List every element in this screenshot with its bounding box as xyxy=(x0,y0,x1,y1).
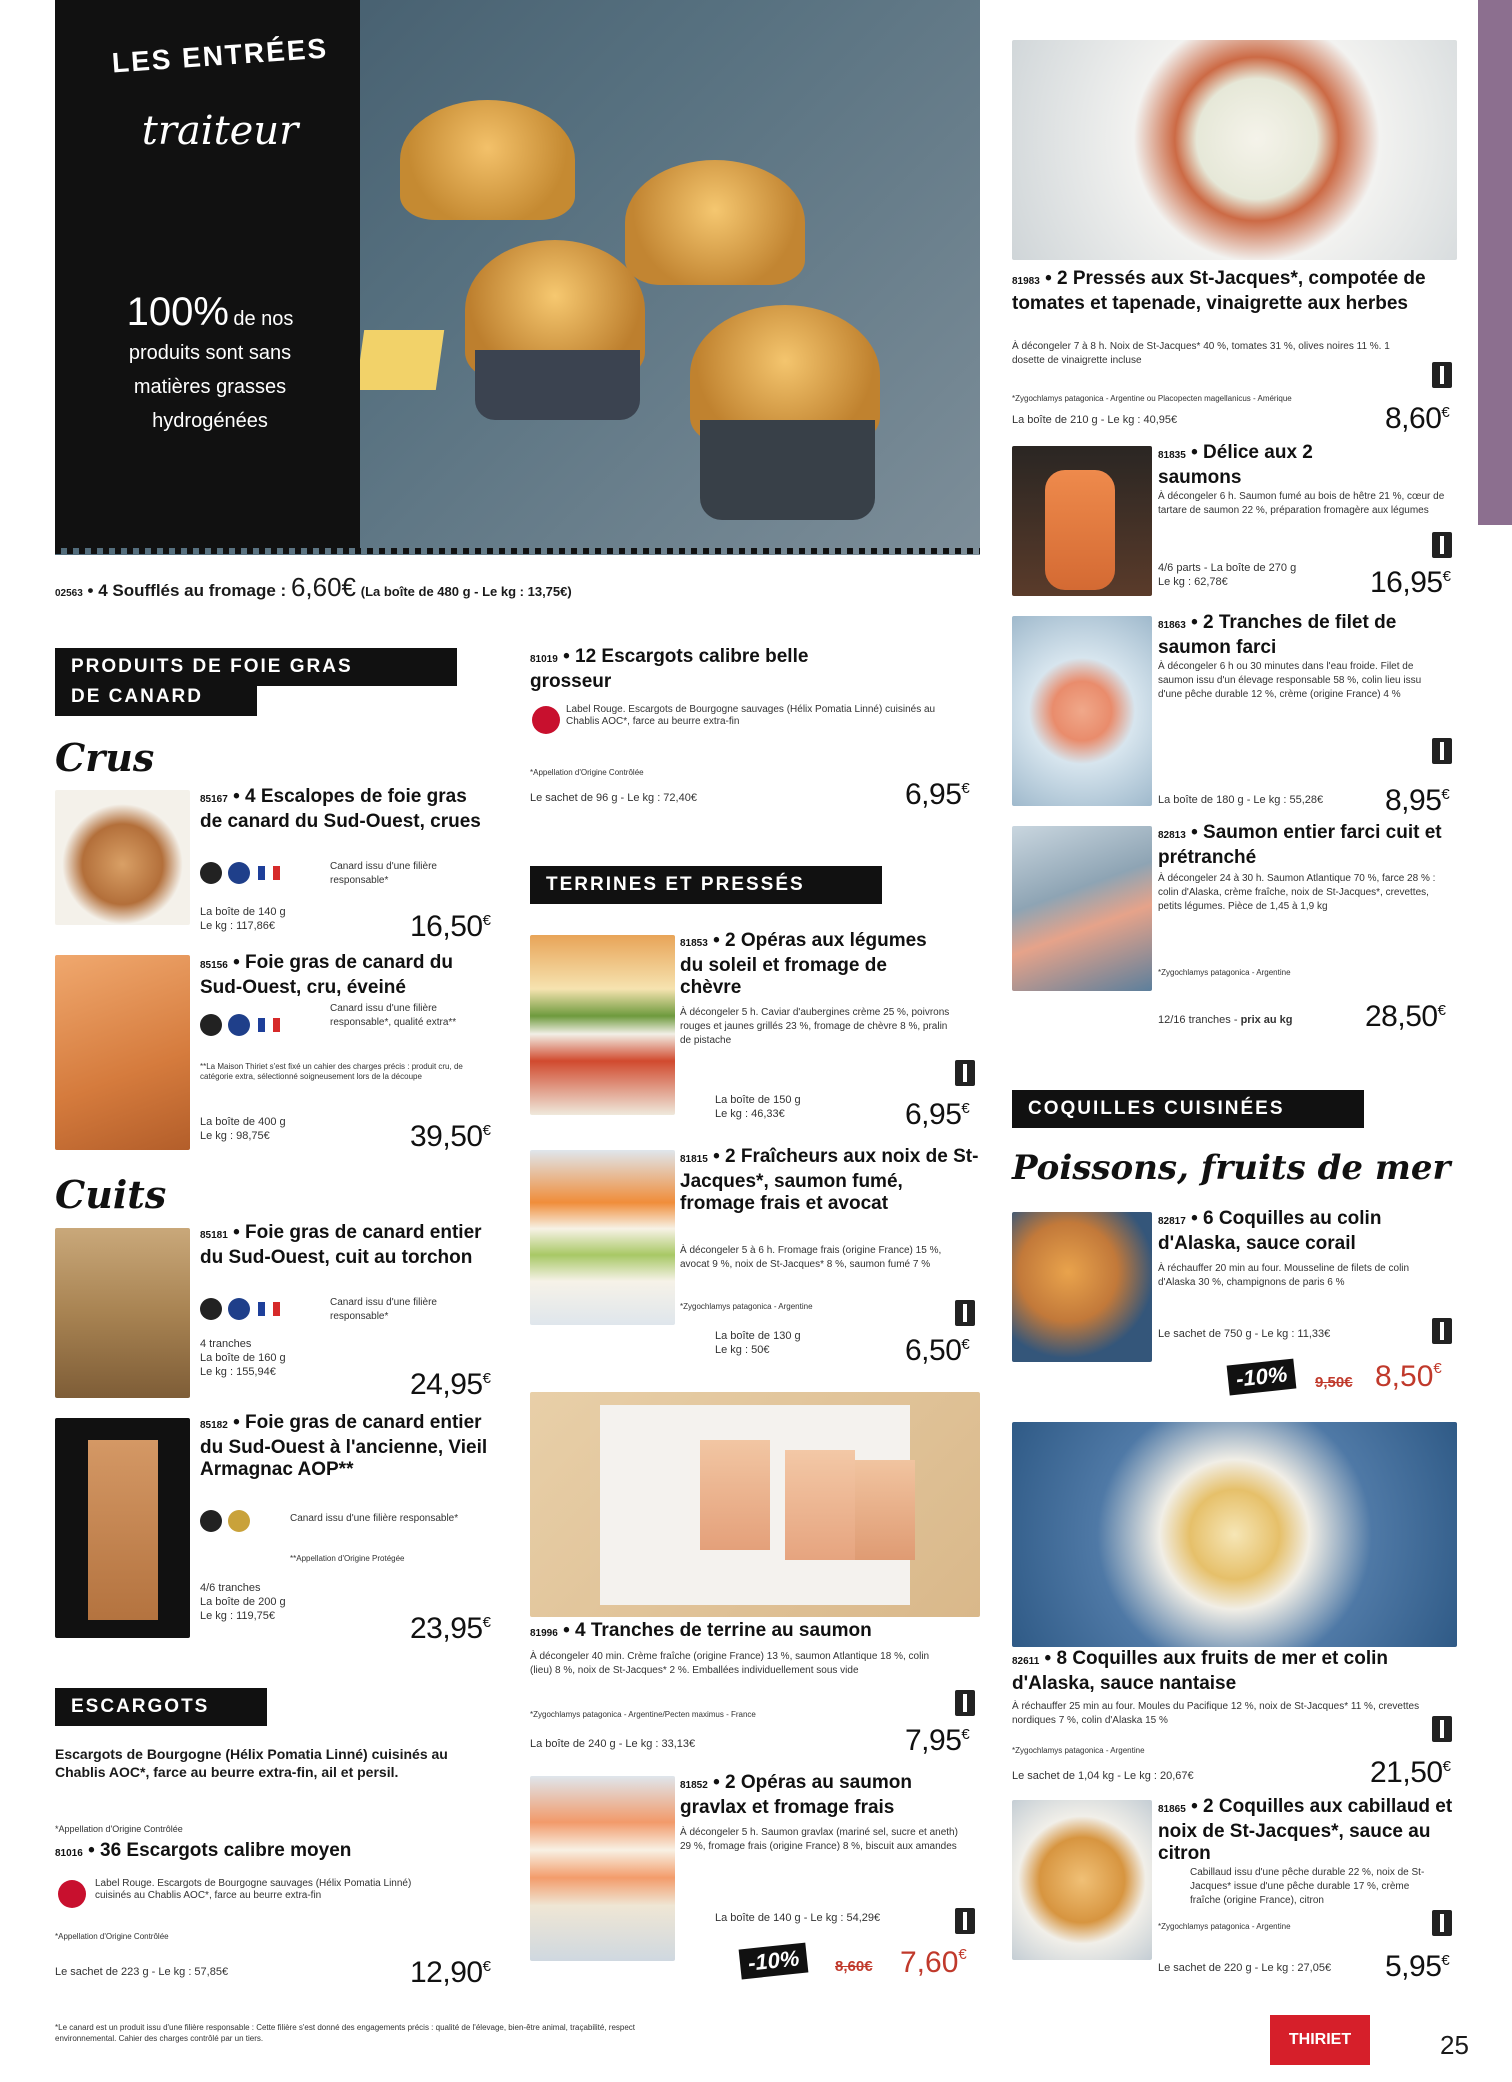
product-meta-unit: prix au kg xyxy=(1240,1014,1293,1026)
product-name: • 8 Coquilles aux fruits de mer et colin d'Alaska, sauce nantaise xyxy=(1012,1648,1389,1694)
section-foie-gras-2 xyxy=(55,686,257,716)
product-title-81815 xyxy=(680,1146,980,1215)
product-meta: 4 tranches xyxy=(200,1338,252,1350)
product-name: • 2 Fraîcheurs aux noix de St-Jacques*, saumon fumé, fromage frais et avocat xyxy=(680,1146,979,1214)
product-image-81852 xyxy=(530,1776,675,1961)
section-terrines xyxy=(530,866,882,904)
product-ref: 81996 xyxy=(530,1628,558,1639)
product-title-81996 xyxy=(530,1620,990,1645)
section-coquilles-label: COQUILLES CUISINÉES xyxy=(1028,1098,1285,1119)
crus-label: Crus xyxy=(55,735,155,780)
price-currency: € xyxy=(1442,1758,1451,1775)
price-value: 8,50 xyxy=(1375,1360,1434,1393)
fork-icon xyxy=(1432,738,1452,764)
fork-icon xyxy=(1432,1910,1452,1936)
duck-icon xyxy=(200,862,222,884)
section-terrines-label: TERRINES ET PRESSÉS xyxy=(546,874,805,895)
product-ref: 82813 xyxy=(1158,830,1186,841)
price-value: 23,95 xyxy=(410,1612,483,1645)
product-meta: 4/6 tranches xyxy=(200,1582,261,1594)
product-ref: 81863 xyxy=(1158,620,1186,631)
product-price xyxy=(905,1098,969,1132)
label-rouge-icon xyxy=(58,1880,86,1908)
product-ref: 85181 xyxy=(200,1230,228,1241)
product-meta: Le kg : 98,75€ xyxy=(200,1130,270,1142)
product-title-82611 xyxy=(1012,1648,1452,1695)
product-title-81853 xyxy=(680,930,950,999)
product-title-81019 xyxy=(530,646,840,693)
product-meta: Le kg : 155,94€ xyxy=(200,1366,276,1378)
product-meta: La boîte de 150 g xyxy=(715,1094,801,1106)
product-meta: La boîte de 400 g xyxy=(200,1116,286,1128)
product-ref: 81865 xyxy=(1158,1804,1186,1815)
duck-icon xyxy=(200,1014,222,1036)
product-image-81853 xyxy=(530,935,675,1115)
hero-black-panel xyxy=(55,0,360,548)
product-name: • Délice aux 2 saumons xyxy=(1158,442,1313,488)
product-price xyxy=(1370,566,1450,600)
product-title-85167 xyxy=(200,786,490,833)
quality-label-icon xyxy=(228,862,250,884)
product-title-81863 xyxy=(1158,612,1458,659)
fork-icon xyxy=(1432,1318,1452,1344)
product-note: *Zygochlamys patagonica - Argentine xyxy=(1158,1922,1291,1931)
price-currency: € xyxy=(482,1958,491,1975)
product-meta: La boîte de 140 g xyxy=(200,906,286,918)
quality-label-icon xyxy=(228,1298,250,1320)
product-image-82611 xyxy=(1012,1422,1457,1647)
product-note: **Appellation d'Origine Protégée xyxy=(290,1554,405,1563)
product-image-85181 xyxy=(55,1228,190,1398)
ramekin xyxy=(700,420,875,520)
product-price xyxy=(1370,1756,1450,1790)
promo-badge: -10% xyxy=(1227,1359,1297,1396)
french-flag-icon xyxy=(258,1302,280,1316)
product-desc: Cabillaud issu d'une pêche durable 22 %, noix de St-Jacques* issue d'une pêche durable 17 %, crème fraîche (origine France), citron xyxy=(1190,1867,1425,1906)
side-tab xyxy=(1478,0,1512,525)
product-title-81852 xyxy=(680,1772,970,1819)
product-note: *Zygochlamys patagonica - Argentine ou Placopecten magellanicus - Amérique xyxy=(1012,394,1292,403)
product-image-81865 xyxy=(1012,1800,1152,1960)
souffle-image xyxy=(625,160,805,285)
french-flag-icon xyxy=(258,1018,280,1032)
brand-name: THIRIET xyxy=(1288,2031,1352,2048)
price-currency: € xyxy=(1437,1002,1446,1019)
section-foie-gras-line2: DE CANARD xyxy=(71,686,203,707)
price-value: 24,95 xyxy=(410,1368,483,1401)
escargots-intro-note: *Appellation d'Origine Contrôlée xyxy=(55,1824,183,1834)
price-currency: € xyxy=(1442,568,1451,585)
hero-claim-big: 100% xyxy=(126,290,229,334)
fork-icon xyxy=(1432,362,1452,388)
product-ref: 85182 xyxy=(200,1420,228,1431)
section-escargots xyxy=(55,1688,267,1726)
product-meta: La boîte de 140 g - Le kg : 54,29€ xyxy=(715,1912,881,1924)
product-name: • 2 Tranches de filet de saumon farci xyxy=(1158,612,1397,658)
price-currency: € xyxy=(1441,404,1450,421)
wavy-divider xyxy=(55,548,980,554)
ramekin xyxy=(475,350,640,420)
product-price xyxy=(1385,784,1449,818)
duck-icon xyxy=(200,1298,222,1320)
product-note: *Zygochlamys patagonica - Argentine/Pecten maximus - France xyxy=(530,1710,756,1719)
product-name: • 2 Pressés aux St-Jacques*, compotée de tomates et tapenade, vinaigrette aux herbes xyxy=(1012,268,1426,314)
product-desc: À décongeler 6 h ou 30 minutes dans l'eau froide. Filet de saumon issu d'un élevage responsable 58 %, colin lieu issu d'une pêche durable 12 %, crème (origine France) 4 % xyxy=(1158,661,1422,700)
product-image-81863 xyxy=(1012,616,1152,806)
product-name: • Foie gras de canard du Sud-Ouest, cru, éveiné xyxy=(200,952,454,998)
section-foie-gras xyxy=(55,648,457,686)
product-image-82813 xyxy=(1012,826,1152,991)
product-meta: Le sachet de 750 g - Le kg : 11,33€ xyxy=(1158,1328,1331,1340)
hero-caption-detail: (La boîte de 480 g - Le kg : 13,75€) xyxy=(360,584,572,599)
price-currency: € xyxy=(961,1100,970,1117)
product-meta: La boîte de 160 g xyxy=(200,1352,286,1364)
product-title-81865 xyxy=(1158,1796,1458,1865)
product-badge-text: Canard issu d'une filière responsable*, qualité extra** xyxy=(330,1003,457,1028)
fork-icon xyxy=(955,1908,975,1934)
fork-icon xyxy=(955,1060,975,1086)
product-title-81983 xyxy=(1012,268,1452,315)
product-image-85156 xyxy=(55,955,190,1150)
product-price xyxy=(1365,1000,1445,1034)
product-note: *Appellation d'Origine Contrôlée xyxy=(530,768,644,777)
product-ref: 81852 xyxy=(680,1780,708,1791)
product-badge-text: Canard issu d'une filière responsable* xyxy=(330,1297,437,1322)
product-name: • Foie gras de canard entier du Sud-Ouest à l'ancienne, Vieil Armagnac AOP** xyxy=(200,1412,488,1480)
footer-note: *Le canard est un produit issu d'une filière responsable : Cette filière s'est donné des engagements précis : qualité de l'élevage, bien-être animal, traçabilité, respect environnemental. Cahier des charges contrôlé par un tiers. xyxy=(55,2023,636,2043)
product-badge-text: Canard issu d'une filière responsable* xyxy=(290,1513,459,1524)
escargots-intro: Escargots de Bourgogne (Hélix Pomatia Linné) cuisinés au Chablis AOC*, farce au beurre extra-fin, ail et persil. xyxy=(55,1746,448,1780)
fork-icon xyxy=(1432,1716,1452,1742)
product-meta: Le kg : 50€ xyxy=(715,1344,770,1356)
product-name: • Saumon entier farci cuit et prétranché xyxy=(1158,822,1442,868)
quality-label-icon xyxy=(228,1014,250,1036)
price-value: 28,50 xyxy=(1365,1000,1438,1033)
product-note: *Appellation d'Origine Contrôlée xyxy=(55,1932,169,1941)
product-title-85181 xyxy=(200,1222,490,1269)
product-price xyxy=(410,1120,490,1154)
price-value: 39,50 xyxy=(410,1120,483,1153)
product-title-85182 xyxy=(200,1412,490,1481)
price-currency: € xyxy=(482,1370,491,1387)
product-note: *Zygochlamys patagonica - Argentine xyxy=(1012,1746,1145,1755)
price-currency: € xyxy=(958,1946,967,1963)
product-desc: À décongeler 5 h. Saumon gravlax (mariné sel, sucre et aneth) 29 %, fromage frais (origine France) 8 %, biscuit aux amandes xyxy=(680,1827,958,1852)
product-meta: La boîte de 240 g - Le kg : 33,13€ xyxy=(530,1738,696,1750)
product-price xyxy=(905,1724,969,1758)
price-currency: € xyxy=(482,1614,491,1631)
product-note: *Zygochlamys patagonica - Argentine xyxy=(680,1302,813,1311)
product-meta: La boîte de 180 g - Le kg : 55,28€ xyxy=(1158,794,1324,806)
product-desc: À réchauffer 25 min au four. Moules du Pacifique 12 %, noix de St-Jacques* 11 %, crevettes nordiques 7 %, colin d'Alaska 15 % xyxy=(1012,1701,1420,1726)
price-value: 16,50 xyxy=(410,910,483,943)
product-ref: 81835 xyxy=(1158,450,1186,461)
brand-logo xyxy=(1270,2015,1370,2065)
product-desc: À décongeler 6 h. Saumon fumé au bois de hêtre 21 %, cœur de tartare de saumon 22 %, préparation fromagère aux légumes xyxy=(1158,491,1445,516)
fork-icon xyxy=(1432,532,1452,558)
product-price xyxy=(1385,1950,1449,1984)
product-title-82817 xyxy=(1158,1208,1458,1255)
price-currency: € xyxy=(482,912,491,929)
product-ref: 81019 xyxy=(530,654,558,665)
section-foie-gras-line1: PRODUITS DE FOIE GRAS xyxy=(71,656,353,677)
product-meta: Le sachet de 220 g - Le kg : 27,05€ xyxy=(1158,1962,1332,1974)
price-currency: € xyxy=(1441,786,1450,803)
price-currency: € xyxy=(1433,1360,1442,1377)
product-image-85167 xyxy=(55,790,190,925)
product-desc: À réchauffer 20 min au four. Mousseline de filets de colin d'Alaska 30 %, champignons de paris 6 % xyxy=(1158,1263,1410,1288)
product-ref: 81016 xyxy=(55,1848,83,1859)
product-name: • 6 Coquilles au colin d'Alaska, sauce corail xyxy=(1158,1208,1382,1254)
terrine-slice-image xyxy=(855,1460,915,1560)
product-meta-count: 12/16 tranches xyxy=(1158,1014,1231,1026)
hero-caption-price: 6,60€ xyxy=(290,572,357,602)
product-badge-text: Canard issu d'une filière responsable* xyxy=(330,861,437,886)
product-note: *Zygochlamys patagonica - Argentine xyxy=(1158,968,1291,977)
price-currency: € xyxy=(1441,1952,1450,1969)
product-meta: Le sachet de 223 g - Le kg : 57,85€ xyxy=(55,1966,229,1978)
product-title-81835 xyxy=(1158,442,1348,489)
product-meta: Le kg : 62,78€ xyxy=(1158,576,1228,588)
price-value: 16,95 xyxy=(1370,566,1443,599)
hero-claim-2: matières grasses xyxy=(133,376,287,398)
price-value: 6,50 xyxy=(905,1334,962,1367)
product-price xyxy=(905,1334,969,1368)
price-value: 21,50 xyxy=(1370,1756,1443,1789)
souffle-image xyxy=(400,100,575,220)
page-number: 25 xyxy=(1440,2030,1469,2060)
product-price xyxy=(410,1368,490,1402)
product-ref: 85167 xyxy=(200,794,228,805)
product-title-85156 xyxy=(200,952,490,999)
section-coquilles xyxy=(1012,1090,1364,1128)
product-ref: 81853 xyxy=(680,938,708,949)
fork-icon xyxy=(955,1300,975,1326)
product-desc: À décongeler 5 h. Caviar d'aubergines crème 25 %, poivrons rouges et jaunes grillés 23 %, fromage de chèvre 8 %, pralin de pistache xyxy=(680,1007,950,1046)
price-value: 8,60 xyxy=(1385,402,1442,435)
product-ref: 81815 xyxy=(680,1154,708,1165)
product-name: • 4 Tranches de terrine au saumon xyxy=(563,1620,872,1641)
price-currency: € xyxy=(961,780,970,797)
product-meta: La boîte de 200 g xyxy=(200,1596,286,1608)
torchon-image xyxy=(88,1440,158,1620)
duck-icon xyxy=(200,1510,222,1532)
product-ref: 82817 xyxy=(1158,1216,1186,1227)
product-meta: Le sachet de 96 g - Le kg : 72,40€ xyxy=(530,792,697,804)
product-meta: Le kg : 119,75€ xyxy=(200,1610,276,1622)
product-meta: 4/6 parts - La boîte de 270 g xyxy=(1158,562,1297,574)
terrine-slice-image xyxy=(700,1440,770,1550)
price-value: 8,95 xyxy=(1385,784,1442,817)
product-ref: 81983 xyxy=(1012,276,1040,287)
terrine-slice-image xyxy=(785,1450,855,1560)
product-badge-text: Label Rouge. Escargots de Bourgogne sauvages (Hélix Pomatia Linné) cuisinés au Chablis AOC*, farce au beurre extra-fin xyxy=(95,1878,412,1901)
product-desc: À décongeler 40 min. Crème fraîche (origine France) 13 %, saumon Atlantique 18 %, colin (lieu) 8 %, noix de St-Jacques* 2 %. Emballées individuellement sous vide xyxy=(530,1651,930,1676)
price-value: 6,95 xyxy=(905,778,962,811)
product-title-81016 xyxy=(55,1840,485,1865)
price-value: 6,95 xyxy=(905,1098,962,1131)
product-image-82817 xyxy=(1012,1212,1152,1362)
promo-price xyxy=(1375,1360,1442,1394)
product-price xyxy=(1385,402,1449,436)
cheese-image xyxy=(356,330,444,390)
product-name: • 4 Escalopes de foie gras de canard du Sud-Ouest, crues xyxy=(200,786,481,832)
coquilles-script: Poissons, fruits de mer xyxy=(1012,1148,1451,1188)
hero-claim-line xyxy=(90,290,330,335)
product-desc: À décongeler 7 à 8 h. Noix de St-Jacques* 40 %, tomates 31 %, olives noires 11 %. 1 dosette de vinaigrette incluse xyxy=(1012,341,1390,366)
product-name: • 2 Opéras au saumon gravlax et fromage frais xyxy=(680,1772,912,1818)
product-price xyxy=(905,778,969,812)
fork-icon xyxy=(955,1690,975,1716)
aop-label-icon xyxy=(228,1510,250,1532)
old-price: 8,60€ xyxy=(835,1958,873,1975)
product-image-81983 xyxy=(1012,40,1457,260)
section-escargots-label: ESCARGOTS xyxy=(71,1696,210,1717)
promo-price xyxy=(900,1946,967,1980)
delice-image xyxy=(1045,470,1115,590)
hero-caption xyxy=(55,572,955,603)
price-currency: € xyxy=(482,1122,491,1139)
product-desc: À décongeler 24 à 30 h. Saumon Atlantique 70 %, farce 28 % : colin d'Alaska, crème fraîche, noix de St-Jacques*, crevettes, petits légumes. Pièce de 1,45 à 1,9 kg xyxy=(1158,873,1436,912)
hero-claim-1: produits sont sans xyxy=(128,342,292,364)
product-price xyxy=(410,910,490,944)
product-price xyxy=(410,1956,490,1990)
product-meta: Le sachet de 1,04 kg - Le kg : 20,67€ xyxy=(1012,1770,1194,1782)
french-flag-icon xyxy=(258,866,280,880)
product-image-81815 xyxy=(530,1150,675,1325)
product-price xyxy=(410,1612,490,1646)
product-badge-text: Label Rouge. Escargots de Bourgogne sauvages (Hélix Pomatia Linné) cuisinés au Chablis AOC*, farce au beurre extra-fin xyxy=(566,704,936,727)
product-ref: 85156 xyxy=(200,960,228,971)
price-value: 7,60 xyxy=(900,1946,959,1979)
product-name: • 36 Escargots calibre moyen xyxy=(88,1840,352,1861)
hero-caption-ref: 02563 xyxy=(55,588,83,599)
product-note: **La Maison Thiriet s'est fixé un cahier des charges précis : produit cru, de catégorie extra, sélectionné soigneusement lors de la découpe xyxy=(200,1062,463,1081)
product-ref: 82611 xyxy=(1012,1656,1040,1667)
product-desc: À décongeler 5 à 6 h. Fromage frais (origine France) 15 %, avocat 9 %, noix de St-Jacques* 8 %, saumon fumé 7 % xyxy=(680,1245,942,1270)
product-name: • Foie gras de canard entier du Sud-Ouest, cuit au torchon xyxy=(200,1222,482,1268)
product-name: • 2 Opéras aux légumes du soleil et fromage de chèvre xyxy=(680,930,927,998)
hero-claim-rest: de nos xyxy=(233,308,294,330)
hero-heading-2: traiteur xyxy=(141,108,299,154)
promo-badge: -10% xyxy=(739,1943,809,1980)
price-value: 5,95 xyxy=(1385,1950,1442,1983)
product-name: • 12 Escargots calibre belle grosseur xyxy=(530,646,809,692)
hero-claim-3: hydrogénées xyxy=(152,410,268,432)
product-name: • 2 Coquilles aux cabillaud et noix de St-Jacques*, sauce au citron xyxy=(1158,1796,1453,1864)
cuits-label: Cuits xyxy=(55,1172,167,1217)
product-meta: La boîte de 210 g - Le kg : 40,95€ xyxy=(1012,414,1178,426)
product-meta: 12/16 tranches - prix au kg xyxy=(1158,1014,1293,1026)
price-value: 7,95 xyxy=(905,1724,962,1757)
hero-caption-title: • 4 Soufflés au fromage : xyxy=(87,581,287,600)
price-value: 12,90 xyxy=(410,1956,483,1989)
product-meta: La boîte de 130 g xyxy=(715,1330,801,1342)
product-meta: Le kg : 117,86€ xyxy=(200,920,276,932)
hero-heading-1: LES ENTRÉES xyxy=(110,32,330,79)
price-currency: € xyxy=(961,1726,970,1743)
price-currency: € xyxy=(961,1336,970,1353)
product-meta: Le kg : 46,33€ xyxy=(715,1108,785,1120)
label-rouge-icon xyxy=(532,706,560,734)
product-title-82813 xyxy=(1158,822,1458,869)
old-price: 9,50€ xyxy=(1315,1374,1353,1391)
